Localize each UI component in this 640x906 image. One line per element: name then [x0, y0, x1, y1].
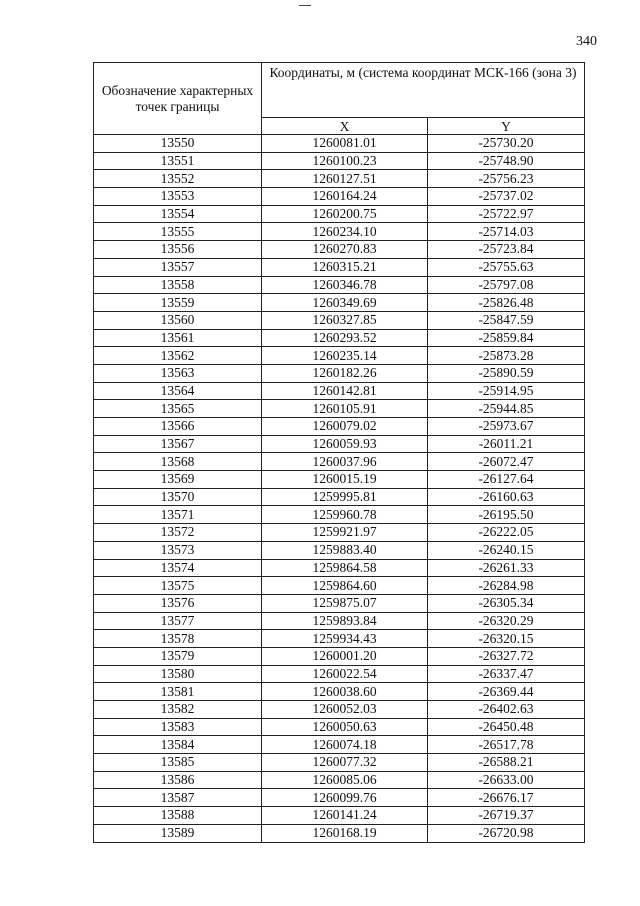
cell-x: 1260074.18 — [262, 736, 428, 754]
header-y: Y — [428, 118, 585, 135]
table-row — [94, 824, 585, 842]
cell-point-id: 13569 — [94, 471, 262, 489]
cell-point-id: 13574 — [94, 559, 262, 577]
cell-x: 1259864.60 — [262, 577, 428, 595]
cell-x: 1259893.84 — [262, 612, 428, 630]
cell-y: -26305.34 — [428, 594, 585, 612]
table-row — [94, 400, 585, 418]
table-row — [94, 276, 585, 294]
cell-y: -25730.20 — [428, 135, 585, 153]
cell-point-id: 13589 — [94, 824, 262, 842]
table-row — [94, 807, 585, 825]
cell-y: -25714.03 — [428, 223, 585, 241]
cell-x: 1260168.19 — [262, 824, 428, 842]
cell-y: -25722.97 — [428, 205, 585, 223]
table-row — [94, 471, 585, 489]
cell-x: 1260327.85 — [262, 311, 428, 329]
cell-x: 1260105.91 — [262, 400, 428, 418]
cell-y: -26719.37 — [428, 807, 585, 825]
cell-point-id: 13573 — [94, 541, 262, 559]
cell-x: 1259934.43 — [262, 630, 428, 648]
table-row — [94, 347, 585, 365]
cell-x: 1259995.81 — [262, 488, 428, 506]
cell-point-id: 13582 — [94, 701, 262, 719]
cell-y: -26402.63 — [428, 701, 585, 719]
table-row — [94, 736, 585, 754]
table-row — [94, 506, 585, 524]
cell-y: -25944.85 — [428, 400, 585, 418]
table-row — [94, 258, 585, 276]
table-row — [94, 364, 585, 382]
cell-point-id: 13571 — [94, 506, 262, 524]
cell-y: -26676.17 — [428, 789, 585, 807]
cell-x: 1259921.97 — [262, 524, 428, 542]
cell-point-id: 13567 — [94, 435, 262, 453]
cell-point-id: 13551 — [94, 152, 262, 170]
cell-x: 1259864.58 — [262, 559, 428, 577]
cell-y: -26720.98 — [428, 824, 585, 842]
cell-x: 1260234.10 — [262, 223, 428, 241]
cell-y: -26261.33 — [428, 559, 585, 577]
cell-y: -25737.02 — [428, 188, 585, 206]
cell-point-id: 13563 — [94, 364, 262, 382]
cell-x: 1260349.69 — [262, 294, 428, 312]
cell-x: 1260099.76 — [262, 789, 428, 807]
table-row — [94, 683, 585, 701]
cell-x: 1260037.96 — [262, 453, 428, 471]
cell-point-id: 13554 — [94, 205, 262, 223]
cell-x: 1260100.23 — [262, 152, 428, 170]
cell-y: -26195.50 — [428, 506, 585, 524]
table-row — [94, 311, 585, 329]
table-row — [94, 665, 585, 683]
cell-y: -26517.78 — [428, 736, 585, 754]
cell-y: -25847.59 — [428, 311, 585, 329]
cell-x: 1260142.81 — [262, 382, 428, 400]
table-row — [94, 418, 585, 436]
table-row — [94, 223, 585, 241]
cell-x: 1259960.78 — [262, 506, 428, 524]
cell-point-id: 13564 — [94, 382, 262, 400]
table-row — [94, 718, 585, 736]
table-row — [94, 789, 585, 807]
cell-x: 1260059.93 — [262, 435, 428, 453]
table-row — [94, 754, 585, 772]
cell-y: -26240.15 — [428, 541, 585, 559]
cell-x: 1260293.52 — [262, 329, 428, 347]
cell-y: -25756.23 — [428, 170, 585, 188]
cell-point-id: 13586 — [94, 771, 262, 789]
cell-point-id: 13587 — [94, 789, 262, 807]
table-row — [94, 647, 585, 665]
table-row — [94, 488, 585, 506]
cell-point-id: 13581 — [94, 683, 262, 701]
table-row — [94, 435, 585, 453]
table-row — [94, 559, 585, 577]
header-coordinates: Координаты, м (система координат МСК-166 (зона 3) — [262, 63, 585, 118]
table-row — [94, 170, 585, 188]
cell-x: 1260085.06 — [262, 771, 428, 789]
table-row — [94, 453, 585, 471]
cell-y: -25873.28 — [428, 347, 585, 365]
cell-x: 1260038.60 — [262, 683, 428, 701]
cell-x: 1260081.01 — [262, 135, 428, 153]
page-top-mark — [299, 5, 311, 6]
cell-point-id: 13583 — [94, 718, 262, 736]
cell-y: -26222.05 — [428, 524, 585, 542]
cell-x: 1260001.20 — [262, 647, 428, 665]
coordinates-table — [93, 62, 585, 843]
cell-y: -26320.15 — [428, 630, 585, 648]
table-row — [94, 152, 585, 170]
cell-x: 1260270.83 — [262, 241, 428, 259]
cell-x: 1260164.24 — [262, 188, 428, 206]
cell-point-id: 13570 — [94, 488, 262, 506]
cell-point-id: 13572 — [94, 524, 262, 542]
cell-y: -25797.08 — [428, 276, 585, 294]
cell-x: 1259875.07 — [262, 594, 428, 612]
cell-x: 1260079.02 — [262, 418, 428, 436]
cell-point-id: 13558 — [94, 276, 262, 294]
cell-y: -26337.47 — [428, 665, 585, 683]
cell-y: -26320.29 — [428, 612, 585, 630]
cell-x: 1260127.51 — [262, 170, 428, 188]
cell-x: 1260077.32 — [262, 754, 428, 772]
cell-y: -25890.59 — [428, 364, 585, 382]
header-point-designation: Обозначение характерных точек границы — [94, 63, 262, 135]
cell-x: 1259883.40 — [262, 541, 428, 559]
cell-point-id: 13553 — [94, 188, 262, 206]
cell-point-id: 13565 — [94, 400, 262, 418]
cell-y: -25914.95 — [428, 382, 585, 400]
table-row — [94, 630, 585, 648]
table-row — [94, 188, 585, 206]
table-row — [94, 577, 585, 595]
cell-point-id: 13568 — [94, 453, 262, 471]
cell-point-id: 13556 — [94, 241, 262, 259]
cell-x: 1260182.26 — [262, 364, 428, 382]
table-row — [94, 771, 585, 789]
table-row — [94, 382, 585, 400]
cell-y: -26369.44 — [428, 683, 585, 701]
cell-y: -25859.84 — [428, 329, 585, 347]
table-row — [94, 594, 585, 612]
cell-x: 1260315.21 — [262, 258, 428, 276]
cell-y: -26284.98 — [428, 577, 585, 595]
table-row — [94, 135, 585, 153]
table-row — [94, 205, 585, 223]
cell-x: 1260052.03 — [262, 701, 428, 719]
cell-point-id: 13552 — [94, 170, 262, 188]
cell-y: -25723.84 — [428, 241, 585, 259]
cell-x: 1260015.19 — [262, 471, 428, 489]
cell-point-id: 13588 — [94, 807, 262, 825]
cell-point-id: 13579 — [94, 647, 262, 665]
cell-point-id: 13555 — [94, 223, 262, 241]
cell-x: 1260200.75 — [262, 205, 428, 223]
cell-point-id: 13580 — [94, 665, 262, 683]
cell-point-id: 13562 — [94, 347, 262, 365]
table-row — [94, 241, 585, 259]
cell-y: -26450.48 — [428, 718, 585, 736]
table-row — [94, 294, 585, 312]
cell-y: -26011.21 — [428, 435, 585, 453]
cell-point-id: 13585 — [94, 754, 262, 772]
cell-y: -26633.00 — [428, 771, 585, 789]
table-row — [94, 524, 585, 542]
cell-point-id: 13560 — [94, 311, 262, 329]
table-row — [94, 329, 585, 347]
cell-y: -26588.21 — [428, 754, 585, 772]
cell-y: -26327.72 — [428, 647, 585, 665]
cell-point-id: 13559 — [94, 294, 262, 312]
table-row — [94, 612, 585, 630]
cell-point-id: 13576 — [94, 594, 262, 612]
cell-y: -25973.67 — [428, 418, 585, 436]
cell-x: 1260022.54 — [262, 665, 428, 683]
cell-point-id: 13578 — [94, 630, 262, 648]
cell-x: 1260141.24 — [262, 807, 428, 825]
cell-y: -25826.48 — [428, 294, 585, 312]
cell-y: -26127.64 — [428, 471, 585, 489]
cell-point-id: 13577 — [94, 612, 262, 630]
cell-x: 1260050.63 — [262, 718, 428, 736]
cell-point-id: 13557 — [94, 258, 262, 276]
cell-point-id: 13566 — [94, 418, 262, 436]
header-x: X — [262, 118, 428, 135]
cell-point-id: 13575 — [94, 577, 262, 595]
cell-point-id: 13584 — [94, 736, 262, 754]
table-body — [94, 135, 585, 843]
cell-point-id: 13561 — [94, 329, 262, 347]
cell-y: -26160.63 — [428, 488, 585, 506]
cell-y: -25755.63 — [428, 258, 585, 276]
table-row — [94, 541, 585, 559]
cell-x: 1260235.14 — [262, 347, 428, 365]
page-number: 340 — [576, 34, 597, 49]
cell-point-id: 13550 — [94, 135, 262, 153]
cell-y: -25748.90 — [428, 152, 585, 170]
table-row — [94, 701, 585, 719]
cell-x: 1260346.78 — [262, 276, 428, 294]
cell-y: -26072.47 — [428, 453, 585, 471]
